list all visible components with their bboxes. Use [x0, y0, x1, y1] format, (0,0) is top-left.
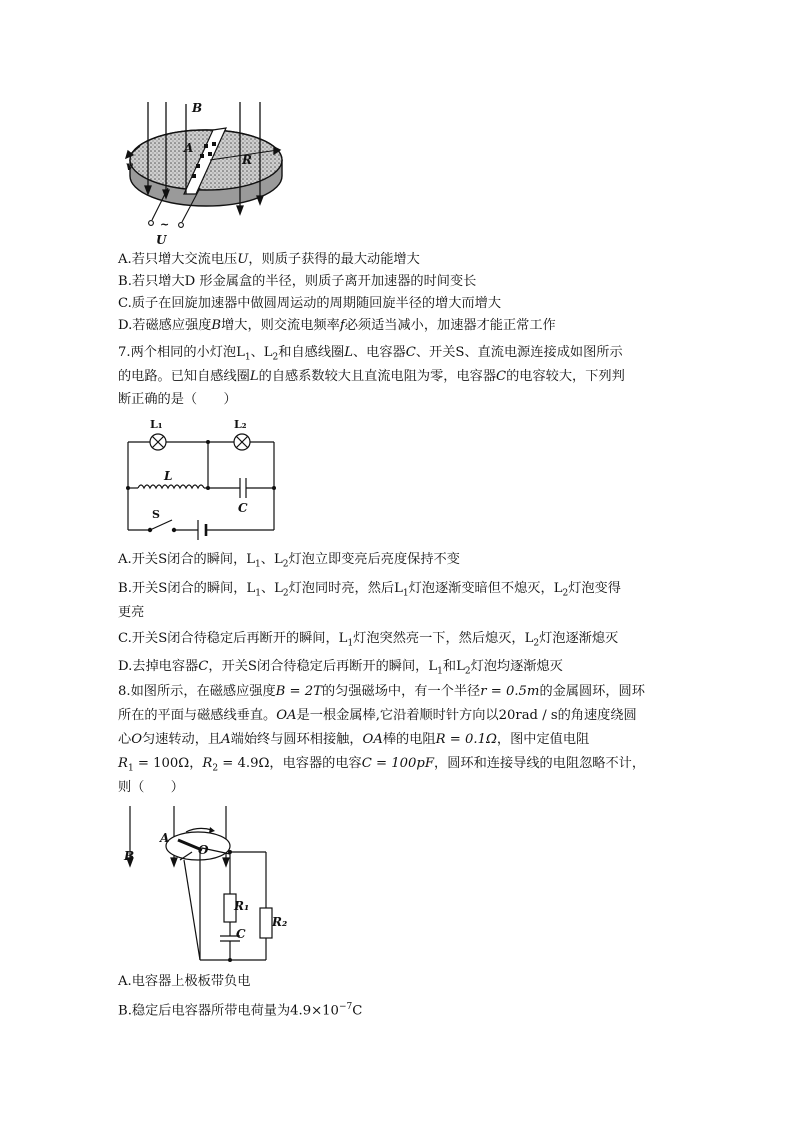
- label-L: L: [164, 469, 173, 483]
- q7-stem-line3: 断正确的是（ ）: [118, 392, 237, 407]
- q7-option-d: D.去掉电容器C，开关S闭合待稳定后再断开的瞬间，$L_1$和$L_2$灯泡均逐渐熄灭: [118, 659, 563, 677]
- label-A: A: [160, 831, 170, 845]
- q7-stem-line2: 的电路。已知自感线圈L的自感系数较大且直流电阻为零，电容器C的电容较大，下列判: [118, 369, 625, 384]
- q6-option-a: A.若只增大交流电压U，则质子获得的最大动能增大: [118, 252, 420, 267]
- q8-stem-line4: $R_1 = 100\Omega$，$R_2 = 4.9\Omega$，电容器的电容C = 100pF，圆环和连接导线的电阻忽略不计，: [118, 756, 646, 774]
- label-U: U: [156, 233, 167, 247]
- q7-stem-line1: 7.两个相同的小灯泡$L_1$、$L_2$和自感线圈L、电容器C、开关S、直流电源连接成如图所示: [118, 345, 623, 363]
- q8-stem-line5: 则（ ）: [118, 780, 184, 795]
- q8-option-a: A.电容器上极板带负电: [118, 974, 251, 989]
- q8-stem-line1: 8.如图所示，在磁感应强度B = 2T的匀强磁场中，有一个半径r = 0.5m的金属圆环，圆环: [118, 684, 645, 699]
- label-C: C: [236, 927, 246, 941]
- label-ac: ~: [160, 218, 170, 231]
- q7-option-b-line2: 更亮: [118, 605, 145, 620]
- q7-option-c: C.开关S闭合待稳定后再断开的瞬间，$L_1$灯泡突然亮一下，然后熄灭，$L_2$灯泡逐渐熄灭: [118, 631, 619, 649]
- q8-stem-line2: 所在的平面与磁感线垂直。OA是一根金属棒,它沿着顺时针方向以20rad / s的角速度绕圆: [118, 708, 637, 723]
- label-A: A: [184, 141, 194, 155]
- label-O: O: [198, 843, 209, 857]
- q7-circuit-figure: [122, 416, 282, 540]
- cyclotron-figure: [118, 98, 288, 248]
- label-R1: R₁: [234, 899, 250, 913]
- q8-option-b: B.稳定后电容器所带电荷量为$4.9\times 10^{-7}C$: [118, 1002, 363, 1019]
- label-S: S: [152, 508, 160, 521]
- q6-option-c: C.质子在回旋加速器中做圆周运动的周期随回旋半径的增大而增大: [118, 296, 502, 311]
- label-R2: R₂: [272, 915, 288, 929]
- q8-stem-line3: 心O匀速转动，且A端始终与圆环相接触，OA棒的电阻R = 0.1Ω，图中定值电阻: [118, 732, 590, 747]
- label-L1: L₁: [150, 418, 163, 431]
- q6-option-b: B.若只增大D 形金属盒的半径，则质子离开加速器的时间变长: [118, 274, 477, 289]
- q7-option-a: A.开关S闭合的瞬间，$L_1$、$L_2$灯泡立即变亮后亮度保持不变: [118, 552, 460, 570]
- label-B: B: [192, 101, 203, 115]
- q6-option-d: D.若磁感应强度B增大，则交流电频率f必须适当减小，加速器才能正常工作: [118, 318, 556, 333]
- q8-circuit-figure: [118, 804, 288, 970]
- label-v: v: [126, 159, 133, 173]
- label-B: B: [124, 849, 135, 863]
- label-L2: L₂: [234, 418, 247, 431]
- label-C: C: [238, 501, 248, 515]
- q7-option-b-line1: B.开关S闭合的瞬间，$L_1$、$L_2$灯泡同时亮，然后$L_1$灯泡逐渐变暗但不熄灭，$L_2$灯泡变得: [118, 581, 621, 599]
- label-R: R: [242, 153, 252, 167]
